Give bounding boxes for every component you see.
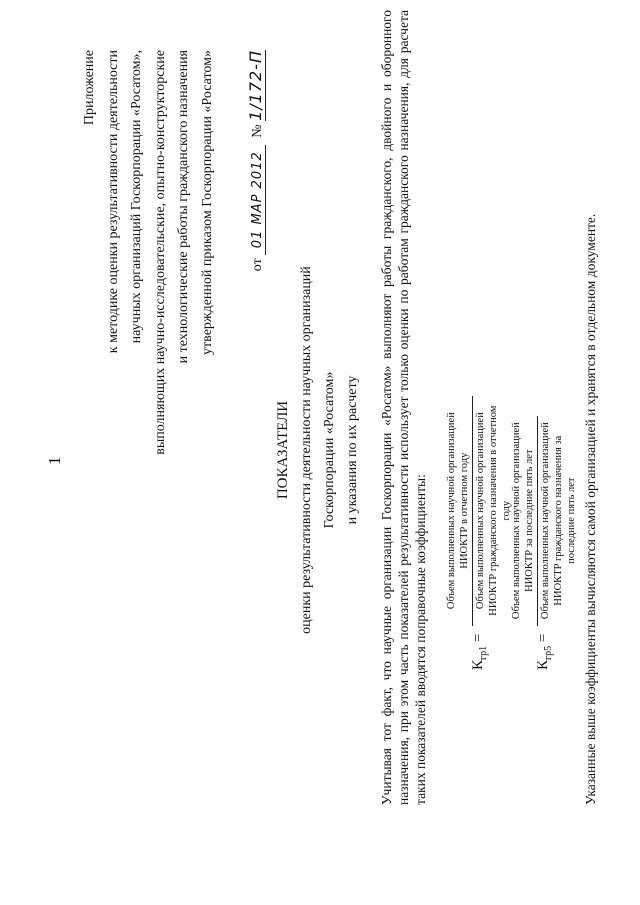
- formula-equals: =: [469, 633, 486, 643]
- intro-paragraph: Учитывая тот факт, что научные организации Госкорпорации «Росатом» выполняют работы гражданского, двойного и оборонного назначения, при этом часть показателей результативности использует только оценки по работам гражданского назначения, для расчета таких показателей вводятся поправочные коэффициенты:: [379, 10, 428, 805]
- formula-symbol: К: [534, 659, 551, 670]
- title-main: ПОКАЗАТЕЛИ: [275, 400, 291, 500]
- formula-denominator: Объем выполненных научной организацией НИОКТР гражданского назначения за последние пять лет: [540, 422, 577, 620]
- appendix-line: и технологические работы гражданского назначения: [176, 50, 191, 364]
- appendix-line: научных организаций Госкорпорации «Росатом»,: [129, 50, 144, 344]
- appendix-line: к методике оценки результативности деятельности: [105, 50, 121, 354]
- formula-numerator: Объем выполненных научной организацией НИОКТР за последние пять лет: [510, 416, 538, 626]
- formula-denominator: Объем выполненных научной организацией НИОКТР гражданского назначения в отчетном году: [475, 405, 512, 616]
- formula-lhs: [535, 634, 554, 670]
- page-number: 1: [45, 456, 64, 465]
- date-number-line: [246, 50, 266, 271]
- formula-subscript: гр1: [477, 645, 489, 660]
- appendix-block: [78, 50, 219, 700]
- appendix-label: Приложение: [82, 50, 97, 126]
- formula-fraction: [510, 416, 578, 626]
- title-line: оценки результативности деятельности научных организаций: [299, 266, 314, 634]
- title-line: и указания по их расчету: [345, 375, 360, 525]
- handwritten-number: 1/172-П: [246, 50, 265, 121]
- formula-equals: =: [534, 633, 551, 643]
- formula-subscript: гр5: [542, 645, 554, 660]
- formula-kgr1: [445, 396, 513, 670]
- title-line: Госкорпорации «Росатом»: [322, 371, 337, 529]
- date-prefix: от: [250, 258, 265, 272]
- date-stamp: 01 МАР 2012: [250, 145, 266, 255]
- document-title: [272, 215, 364, 685]
- formula-kgr5: [510, 416, 578, 670]
- formula-symbol: К: [469, 659, 486, 670]
- closing-note: Указанные выше коэффициенты вычисляются самой организацией и хранятся в отдельном документе.: [583, 213, 598, 805]
- formula-fraction: [445, 396, 513, 626]
- formula-lhs: [470, 634, 489, 670]
- appendix-line: выполняющих научно-исследовательские, опытно-конструкторские: [152, 50, 168, 455]
- number-prefix: №: [250, 124, 265, 138]
- formula-numerator: Объем выполненных научной организацией НИОКТР в отчетном году: [445, 396, 473, 626]
- appendix-line: утвержденной приказом Госкорпорации «Росатом»: [199, 50, 215, 355]
